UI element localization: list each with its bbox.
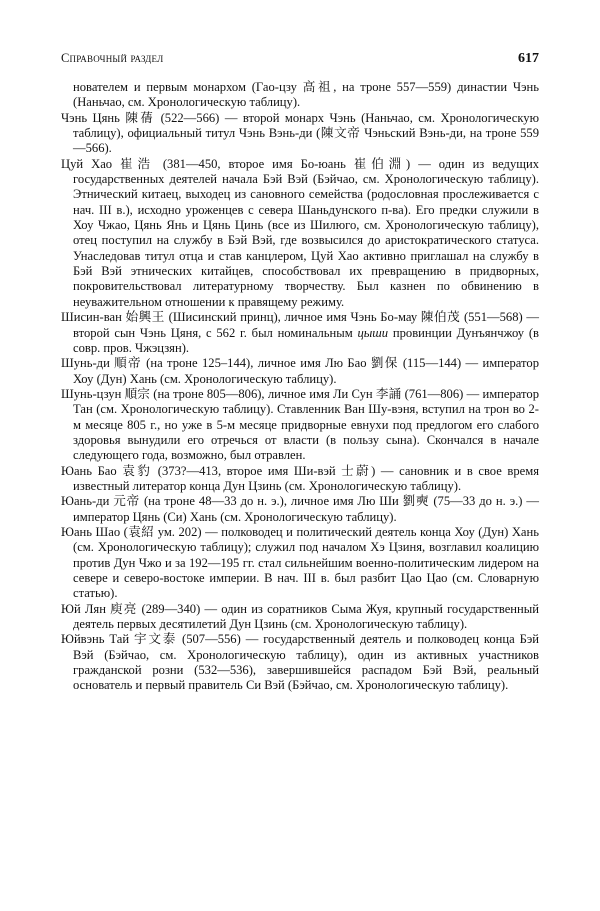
page-number: 617 bbox=[518, 51, 539, 66]
glossary-content bbox=[61, 80, 539, 694]
running-head bbox=[61, 51, 539, 67]
entry-text: Шисин-ван 始興王 (Шисинский принц), личное имя Чэнь Бо-мау 陳伯茂 (551—568) — второй сын Чэнь Цяня, с 562 г. был номинальным bbox=[61, 310, 539, 340]
glossary-entry-shixing-wang bbox=[61, 310, 539, 356]
glossary-entry-yuan-bao: Юань Бао 袁豹 (373?—413, второе имя Ши-вэй 士蔚) — сановник и в свое время известный литератор конца Дун Цзинь (см. Хронологическую таблицу). bbox=[61, 463, 539, 493]
glossary-entry-cui-hao: Цуй Хао 崔浩 (381—450, второе имя Бо-юань 崔伯淵) — один из ведущих государственных деятелей начала Бэй Вэй (Бэйчао, см. Хронологическую таблицу). Этнический китаец, выходец из сановного семейства (родословная прослеживается с нач. III в.), исходно уроженцев с севера Шаньдунского п-ва). Его предки служили в Хоу Чжао, Цянь Янь и Цянь Цинь (все из Шилюго, см. Хронологическую таблицу), отец поступил на службу в Бэй Вэй, где возвысился до аристократического статуса. Унаследовав титул отца и став канцлером, Цуй Хао активно приглашал на службу в Бэй Вэй этнических китайцев, способствовал их превращению в придворных, покровительствовал литературному творчеству. Был казнен по обвинению в неуважительном отношении к правящему режиму. bbox=[61, 156, 539, 309]
italic-term: цыши bbox=[357, 325, 389, 340]
glossary-entry-yuwen-tai: Юйвэнь Тай 宇文泰 (507—556) — государственный деятель и полководец конца Бэй Вэй (Бэйчао, см. Хронологическую таблицу), один из активных участников гражданской розни (532—536), завершившейся распадом Бэй Вэй, реальный основатель и первый правитель Си Вэй (Бэйчао, см. Хронологическую таблицу). bbox=[61, 632, 539, 693]
glossary-entry-continuation: нователем и первым монархом (Гао-цзу 高祖, на троне 557—559) династии Чэнь (Наньчао, см. Хронологическую таблицу). bbox=[73, 80, 539, 110]
entry-text: провинции Дунъянчжоу (в совр. пров. Чжэцзян). bbox=[73, 325, 539, 355]
glossary-entry-yuan-shao: Юань Шао (袁紹 ум. 202) — полководец и политический деятель конца Хоу (Дун) Хань (см. Хронологическую таблицу); служил под началом Хэ Цзиня, возглавил коалицию против Дун Чжо и за 192—195 гг. стал сильнейшим военно-политическим лидером на севере и северо-востоке империи. В нач. III в. был разбит Цао Цао (см. Словарную статью). bbox=[61, 524, 539, 601]
glossary-entry-shun-zong: Шунь-цзун 順宗 (на троне 805—806), личное имя Ли Сун 李誦 (761—806) — император Тан (см. Хронологическую таблицу). Ставленник Ван Шу-вэня, вступил на трон во 2-м месяце 805 г., но уже в 5-м месяце придворные евнухи под предлогом его слабого здоровья вынудили его отречься от власти (в пользу сына). Скончался в начале следующего года, возможно, был отравлен. bbox=[61, 386, 539, 463]
section-title: Справочный раздел bbox=[61, 51, 164, 65]
glossary-entry-yu-liang: Юй Лян 庾亮 (289—340) — один из соратников Сыма Жуя, крупный государственный деятель первых десятилетий Дун Цзинь (см. Хронологическую таблицу). bbox=[61, 601, 539, 632]
glossary-entry-yuan-di: Юань-ди 元帝 (на троне 48—33 до н. э.), личное имя Лю Ши 劉奭 (75—33 до н. э.) — император Цянь (Си) Хань (см. Хронологическую таблицу). bbox=[61, 494, 539, 524]
glossary-entry-chen-qian: Чэнь Цянь 陳蒨 (522—566) — второй монарх Чэнь (Наньчао, см. Хронологическую таблицу), официальный титул Чэнь Вэнь-ди (陳文帝 Чэньский Вэнь-ди, на троне 559—566). bbox=[61, 110, 539, 156]
glossary-entry-shun-di: Шунь-ди 順帝 (на троне 125–144), личное имя Лю Бао 劉保 (115—144) — император Хоу (Дун) Хань (см. Хронологическую таблицу). bbox=[61, 356, 539, 386]
